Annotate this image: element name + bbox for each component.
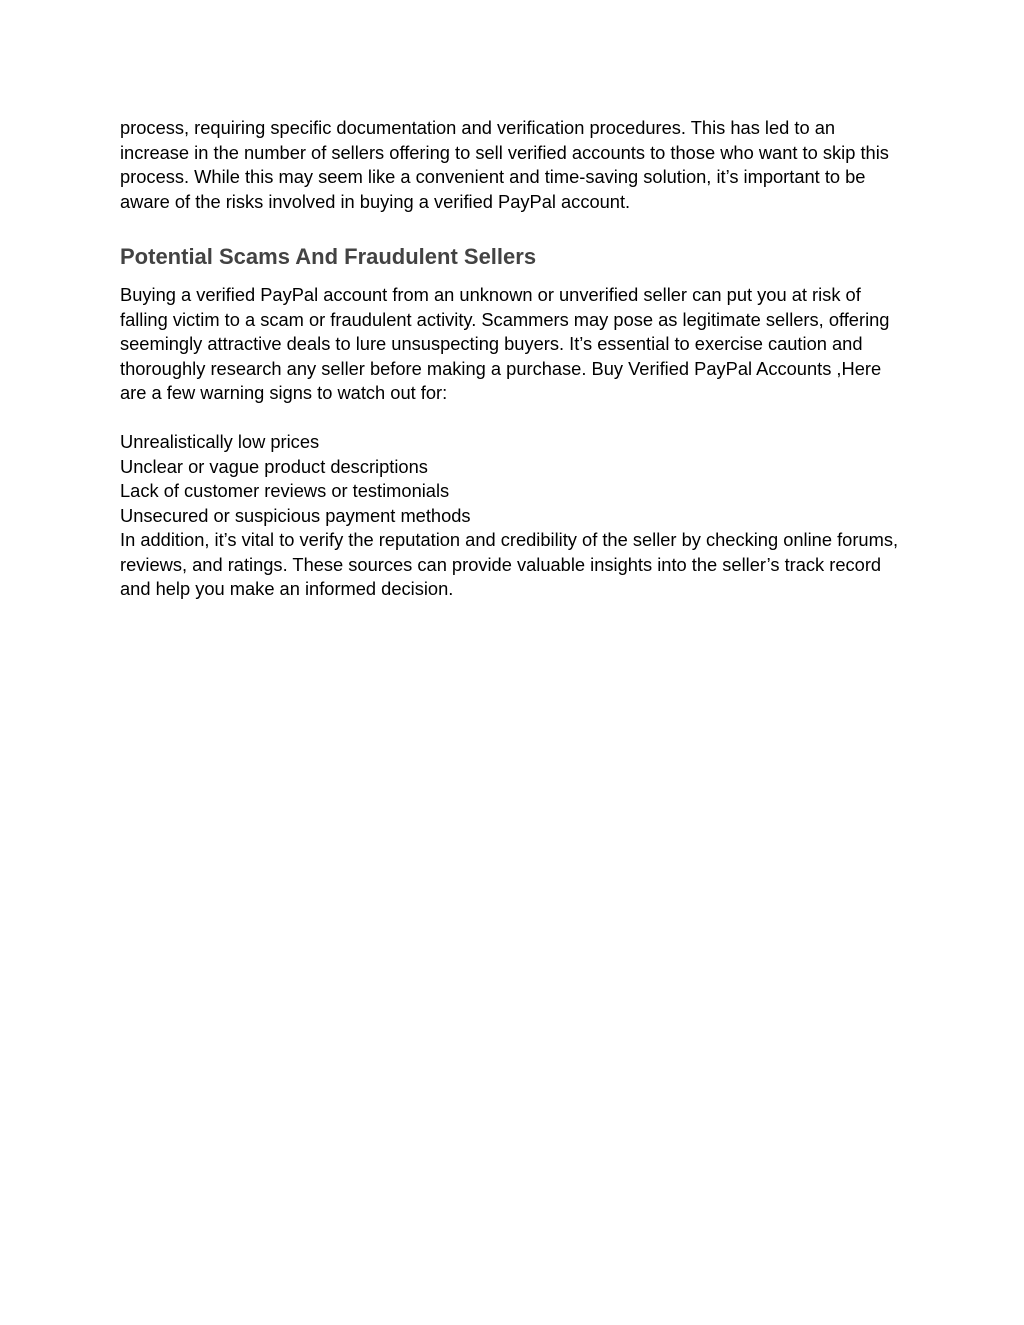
warning-sign-line: Unrealistically low prices xyxy=(120,431,320,452)
document-content xyxy=(0,0,1024,602)
section-paragraph: Buying a verified PayPal account from an unknown or unverified seller can put you at risk of falling victim to a scam or fraudulent activity. Scammers may pose as legitimate sellers, offering seemingly attractive deals to lure unsuspecting buyers. It’s essential to exercise caution and thoroughly research any seller before making a purchase. Buy Verified PayPal Accounts ,Here are a few warning signs to watch out for: xyxy=(120,284,890,403)
closing-paragraph: In addition, it’s vital to verify the reputation and credibility of the seller by checking online forums, reviews, and ratings. These sources can provide valuable insights into the seller’s track record and help you make an informed decision. xyxy=(120,529,899,599)
warning-sign-line: Unsecured or suspicious payment methods xyxy=(120,504,471,526)
warning-sign-line: Lack of customer reviews or testimonials xyxy=(120,480,450,501)
section-heading: Potential Scams And Fraudulent Sellers xyxy=(120,244,537,269)
warning-sign-line: Unclear or vague product descriptions xyxy=(120,455,428,477)
blank-line xyxy=(120,406,904,431)
intro-paragraph: process, requiring specific documentation and verification procedures. This has led to an increase in the number of sellers offering to sell verified accounts to those who want to skip this process. While this may seem like a convenient and time-saving solution, it’s important to be aware of the risks involved in buying a verified PayPal account. xyxy=(120,117,889,212)
